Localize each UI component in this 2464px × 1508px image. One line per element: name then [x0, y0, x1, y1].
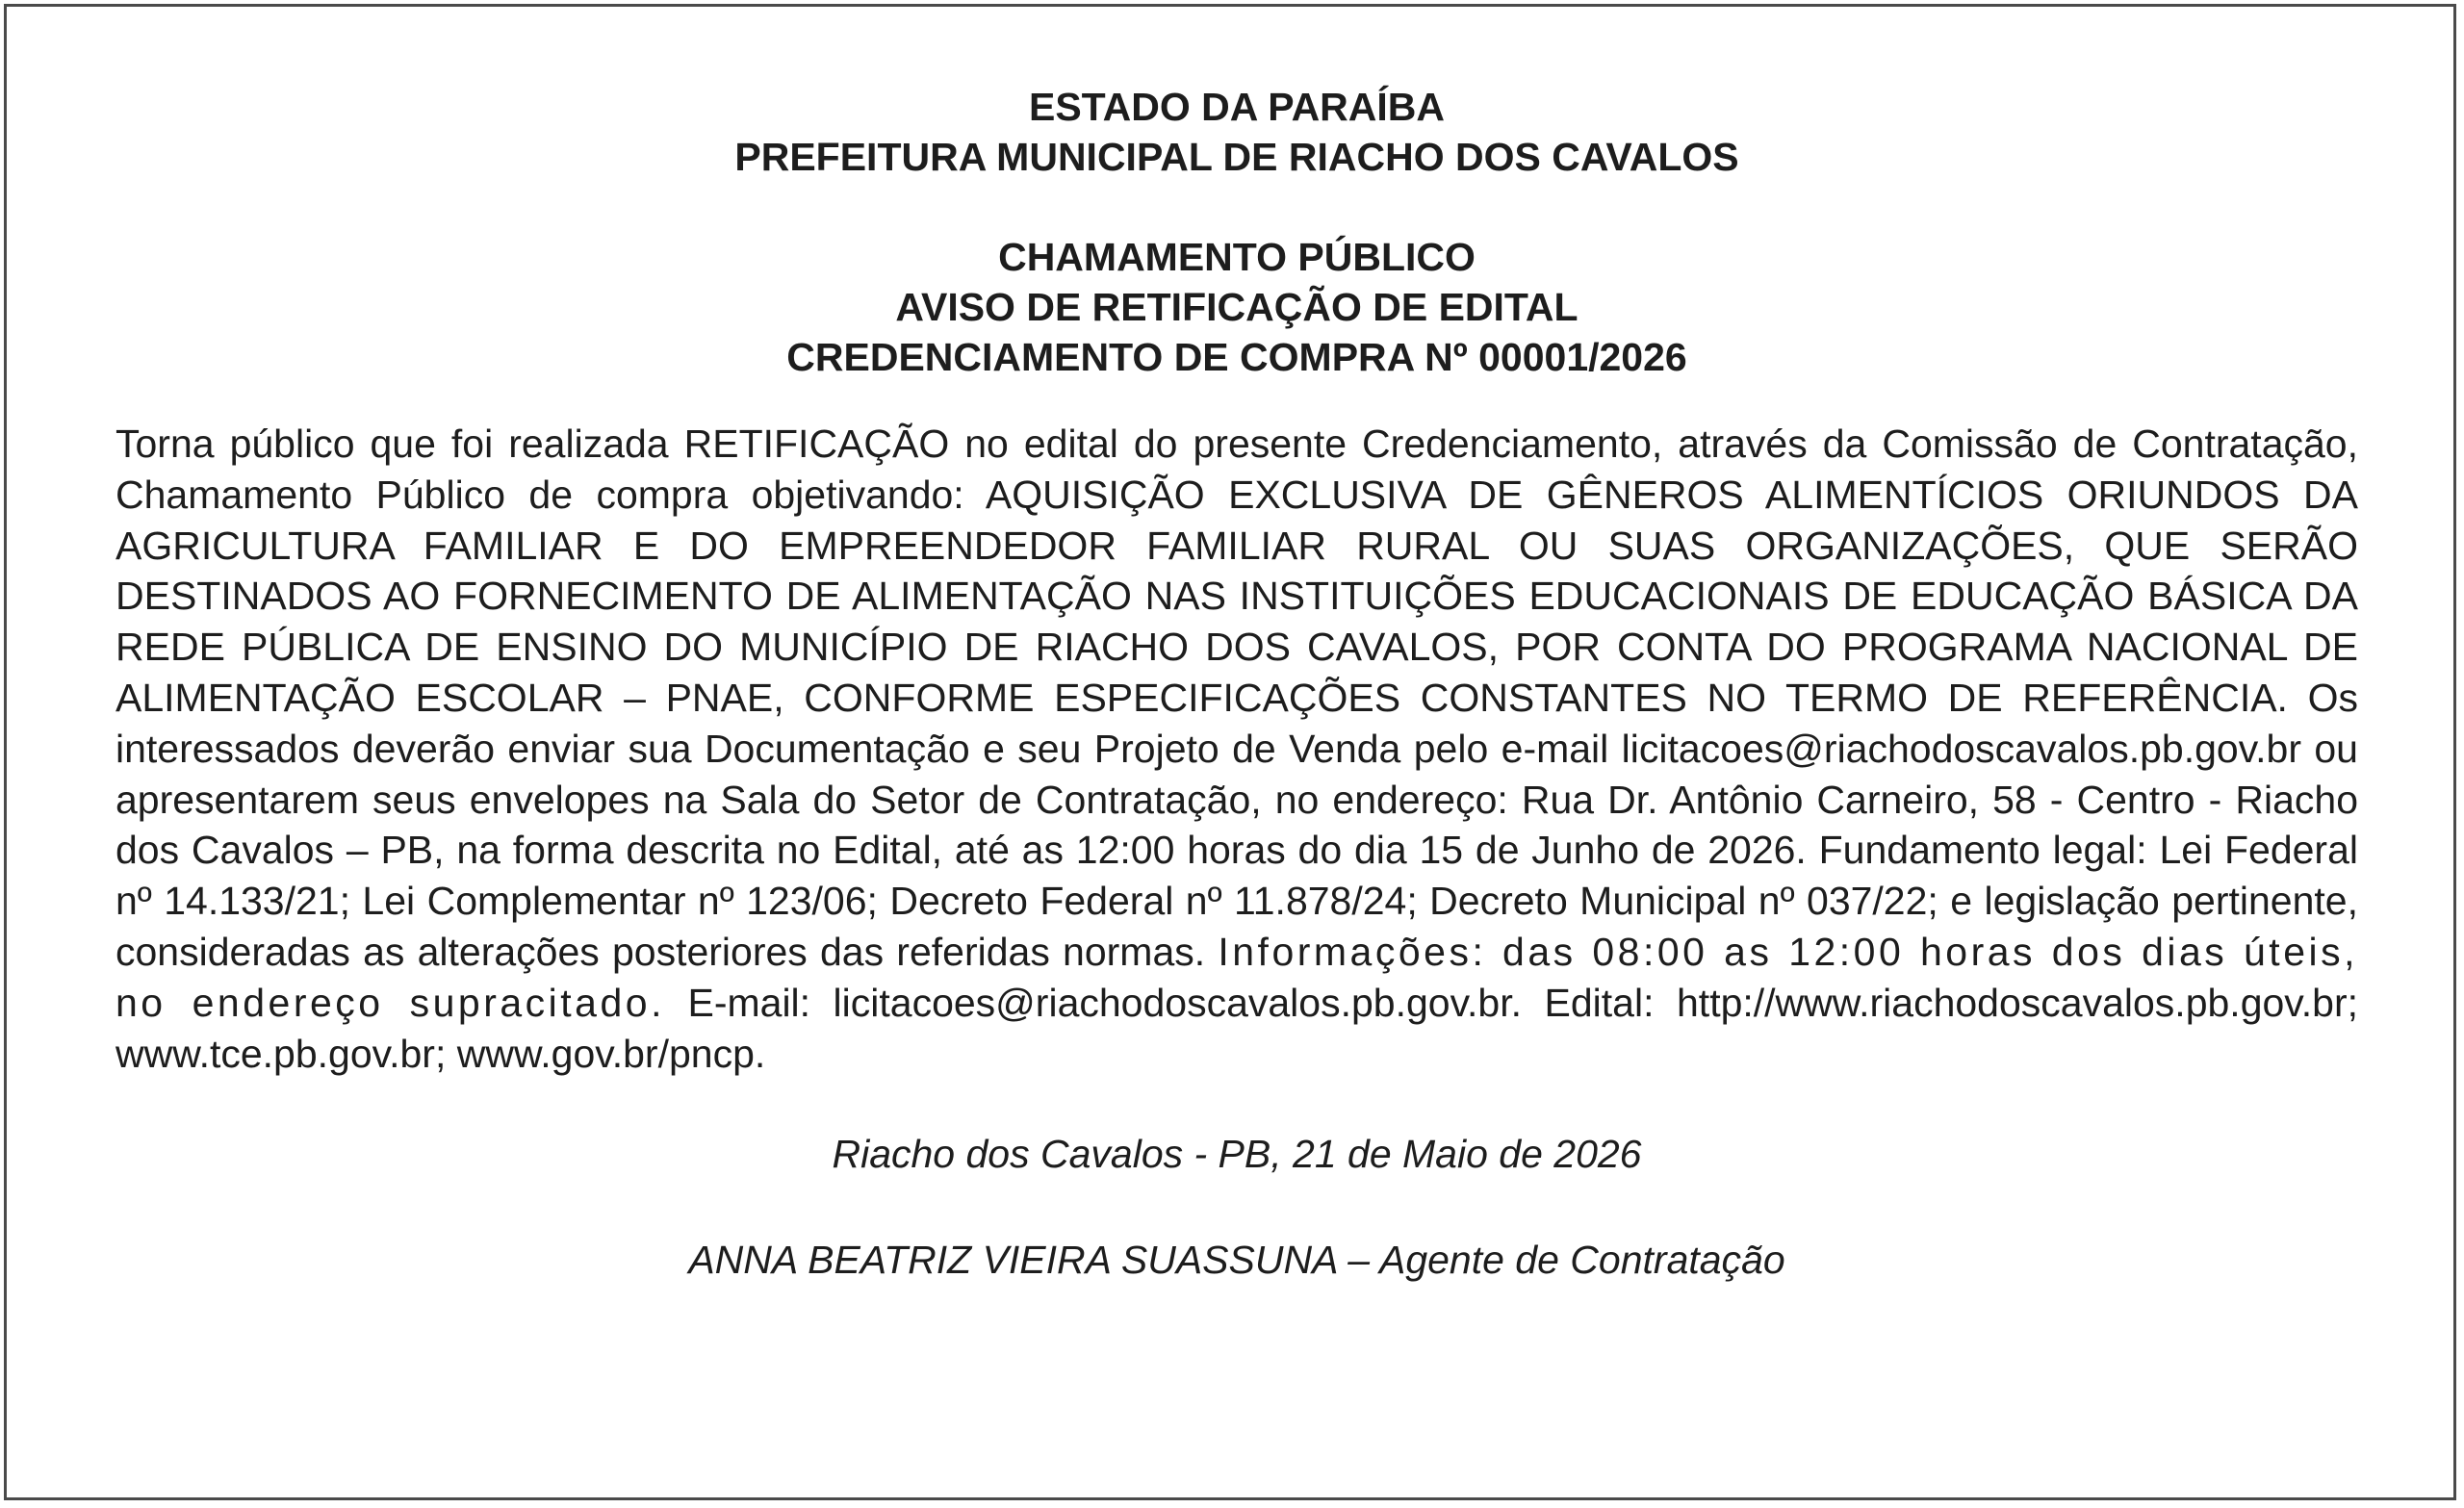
notice-frame: [4, 4, 2456, 1500]
notice-date: Riacho dos Cavalos - PB, 21 de Maio de 2026: [832, 1132, 1642, 1177]
notice-type-heading: CHAMAMENTO PÚBLICO: [998, 235, 1476, 279]
notice-contact-text: E-mail: licitacoes@riachodoscavalos.pb.gov.br. Edital: http://www.riachodoscavalos.pb.gov.br; www.tce.pb.gov.br; www.gov.br/pncp.: [116, 980, 2358, 1076]
notice-info-text: Informações: das 08:00 as 12:00 horas dos dias úteis, no endereço supracitado.: [116, 929, 2358, 1025]
process-heading: CREDENCIAMENTO DE COMPRA Nº 00001/2026: [786, 335, 1687, 379]
notice-header: [116, 82, 2358, 382]
notice-body: [116, 419, 2358, 1079]
state-heading: ESTADO DA PARAÍBA: [1028, 85, 1446, 129]
notice-content: [116, 82, 2358, 1285]
prefecture-heading: PREFEITURA MUNICIPAL DE RIACHO DOS CAVALOS: [734, 135, 1739, 179]
notice-signature: ANNA BEATRIZ VIEIRA SUASSUNA – Agente de Contratação: [688, 1238, 1785, 1283]
notice-main-text: Torna público que foi realizada RETIFICAÇÃO no edital do presente Credenciamento, através da Comissão de Contratação, Chamamento Público de compra objetivando: AQUISIÇÃO EXCLUSIVA DE GÊNEROS ALIMENTÍCIOS ORIUNDOS DA AGRICULTURA FAMILIAR E DO EMPREENDEDOR FAMILIAR RURAL OU SUAS ORGANIZAÇÕES, QUE SERÃO DESTINADOS AO FORNECIMENTO DE ALIMENTAÇÃO NAS INSTITUIÇÕES EDUCACIONAIS DE EDUCAÇÃO BÁSICA DA REDE PÚBLICA DE ENSINO DO MUNICÍPIO DE RIACHO DOS CAVALOS, POR CONTA DO PROGRAMA NACIONAL DE ALIMENTAÇÃO ESCOLAR – PNAE, CONFORME ESPECIFICAÇÕES CONSTANTES NO TERMO DE REFERÊNCIA. Os interessados deverão enviar sua Documentação e seu Projeto de Venda pelo e-mail licitacoes@riachodoscavalos.pb.gov.br ou apresentarem seus envelopes na Sala do Setor de Contratação, no endereço: Rua Dr. Antônio Carneiro, 58 - Centro - Riacho dos Cavalos – PB, na forma descrita no Edital, até as 12:00 horas do dia 15 de Junho de 2026. Fundamento legal: Lei Federal nº 14.133/21; Lei Complementar nº 123/06; Decreto Federal nº 11.878/24; Decreto Municipal nº 037/22; e legislação pertinente, consideradas as alterações posteriores das referidas normas.: [116, 422, 2358, 974]
notice-title-heading: AVISO DE RETIFICAÇÃO DE EDITAL: [895, 285, 1578, 329]
